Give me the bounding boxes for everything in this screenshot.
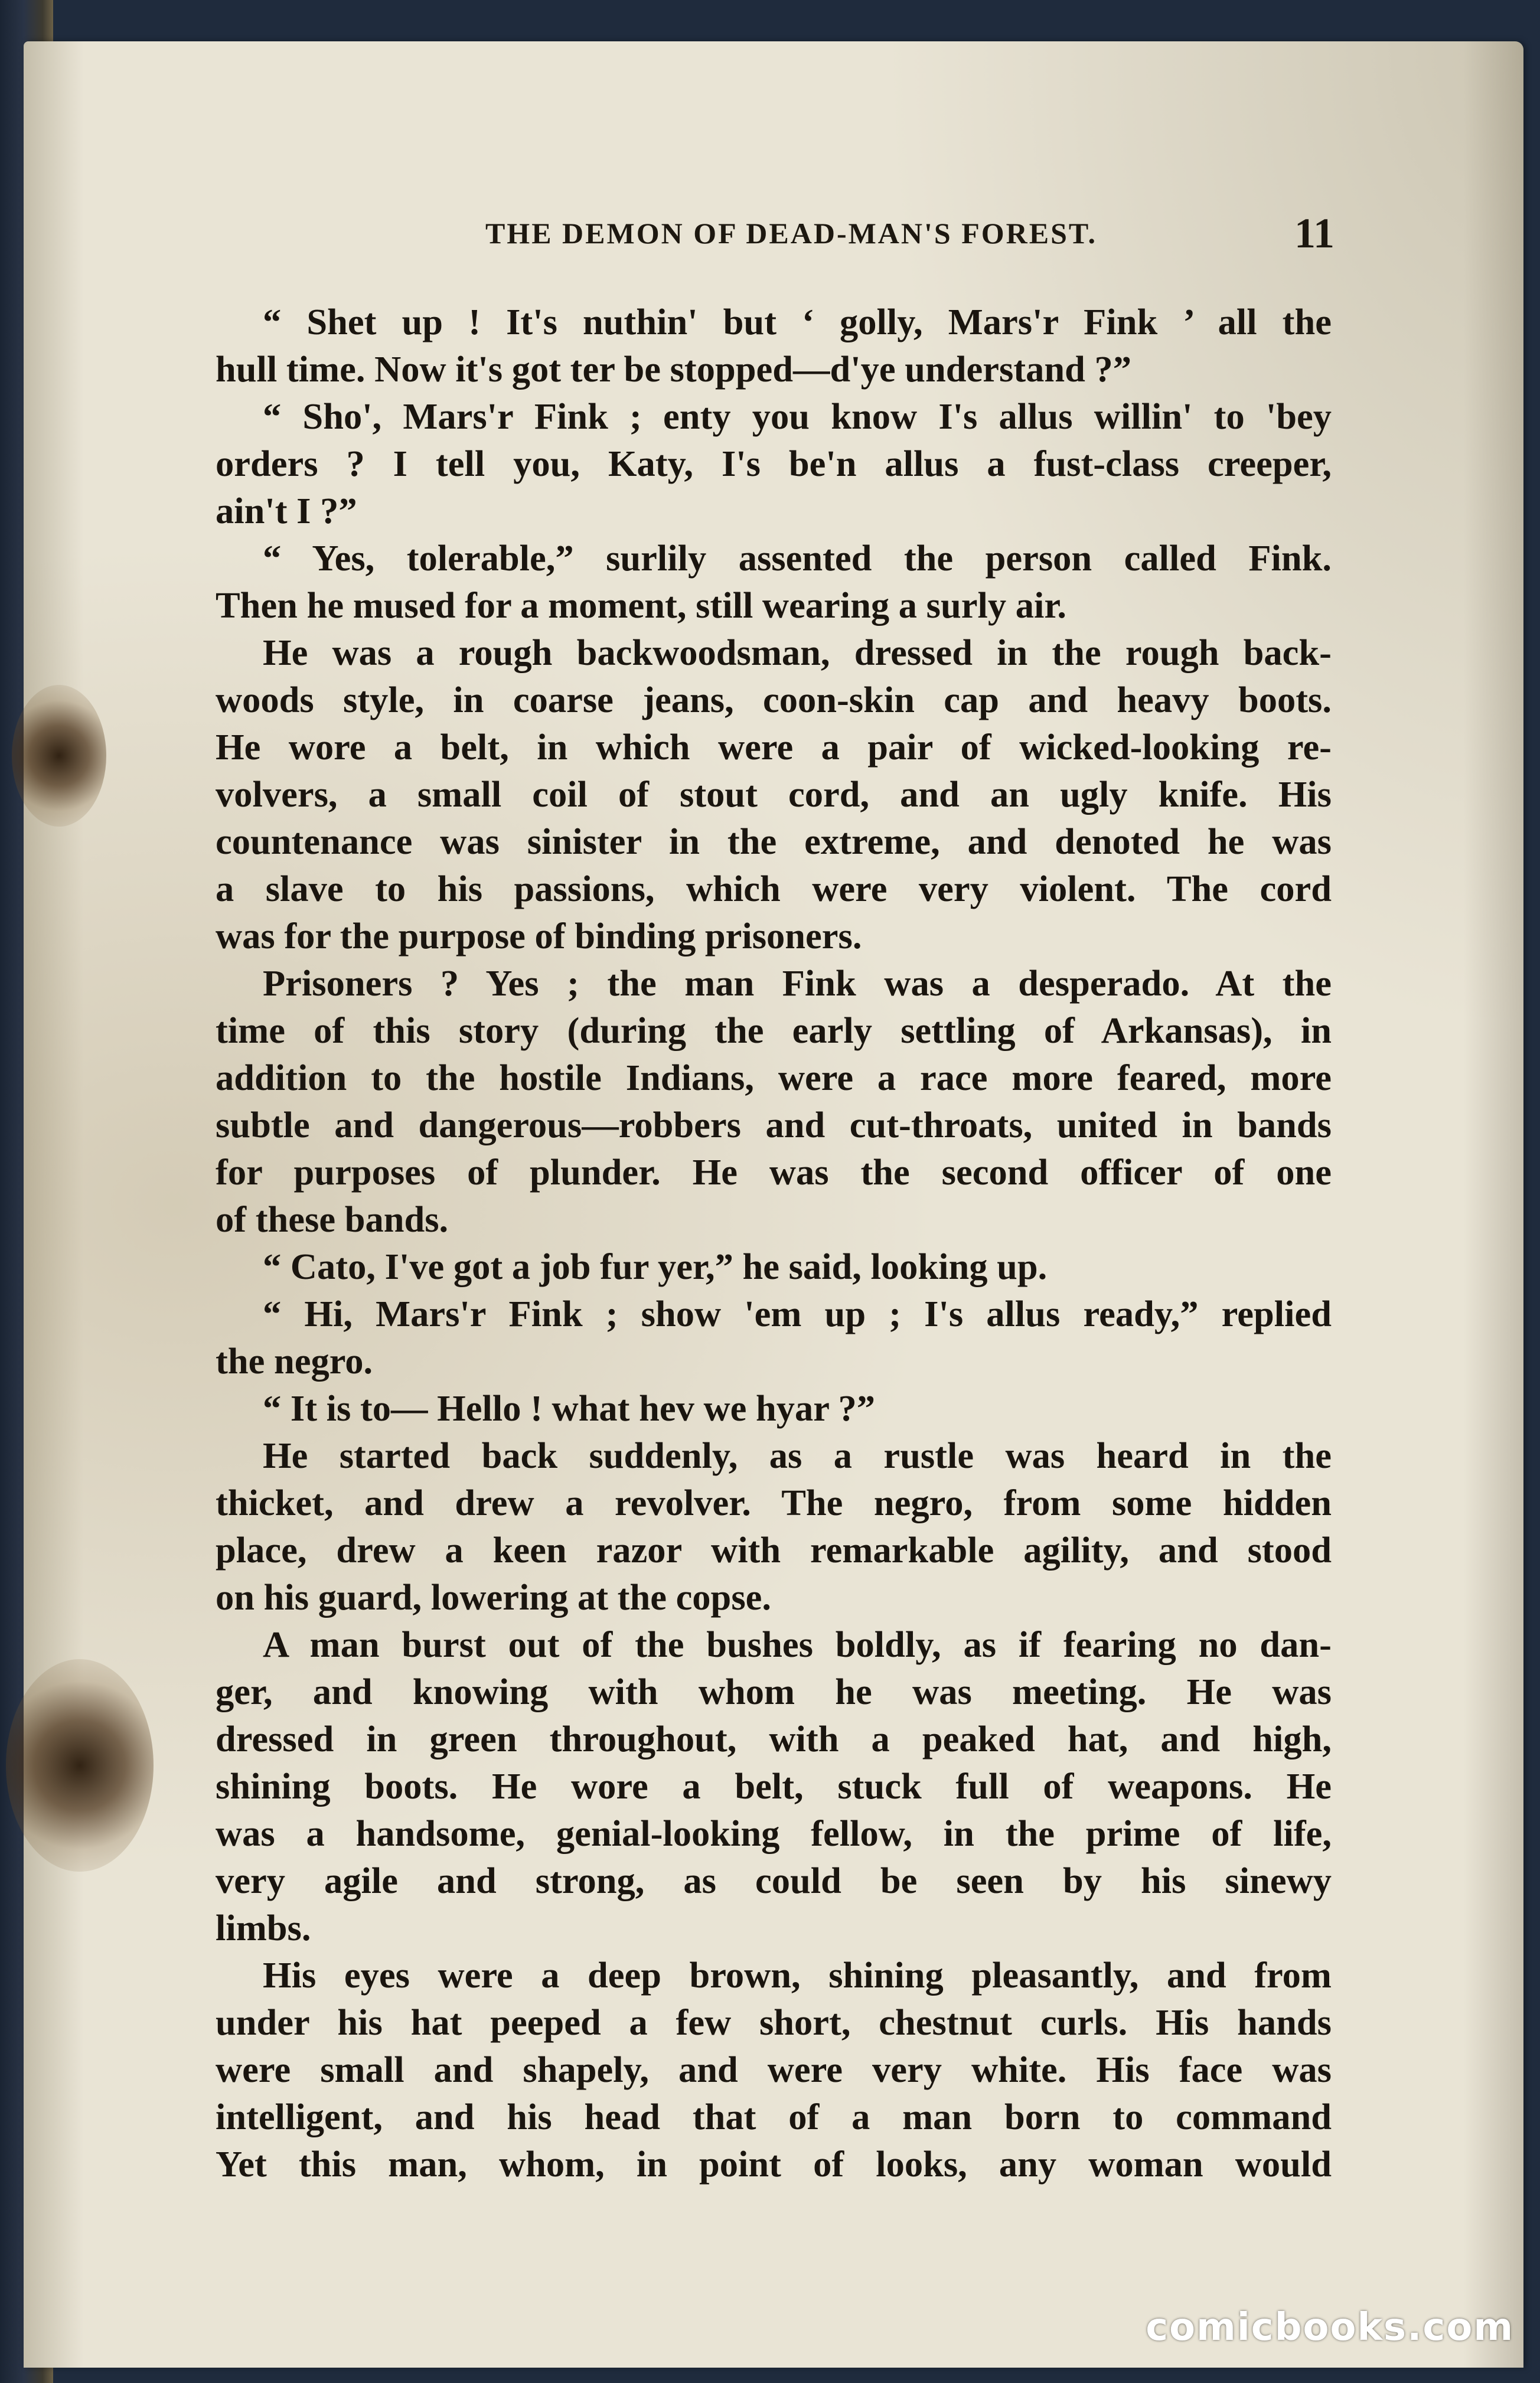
text-line: hull time. Now it's got ter be stopped—d'ye understand ?” [216,348,1132,390]
text-line: woods style, in coarse jeans, coon-skin cap and heavy boots. [216,679,1332,720]
text-line: were small and shapely, and were very white. His face was [216,2049,1332,2090]
text-line: the negro. [216,1340,373,1382]
body-text [216,298,1332,2188]
text-line: under his hat peeped a few short, chestnut curls. His hands [216,2002,1332,2043]
text-line: “ Shet up ! It's nuthin' but ‘ golly, Mars'r Fink ’ all the [263,301,1332,342]
text-line: place, drew a keen razor with remarkable agility, and stood [216,1529,1332,1571]
text-line: ger, and knowing with whom he was meeting. He was [216,1671,1332,1712]
page-header [413,207,1335,260]
text-line: Prisoners ? Yes ; the man Fink was a desperado. At the [263,962,1332,1004]
binding-stain [6,1659,154,1872]
text-line: “ Cato, I've got a job fur yer,” he said, looking up. [263,1246,1048,1287]
text-line: He was a rough backwoodsman, dressed in the rough back- [263,632,1332,673]
text-line: ain't I ?” [216,490,357,531]
text-line: on his guard, lowering at the copse. [216,1576,772,1618]
text-line: dressed in green throughout, with a peaked hat, and high, [216,1718,1332,1759]
text-line: addition to the hostile Indians, were a race more feared, more [216,1057,1332,1098]
text-line: of these bands. [216,1199,449,1240]
text-line: “ Yes, tolerable,” surlily assented the person called Fink. [263,537,1332,579]
text-line: thicket, and drew a revolver. The negro, from some hidden [216,1482,1332,1523]
text-line: Yet this man, whom, in point of looks, any woman would [216,2143,1332,2185]
running-title: THE DEMON OF DEAD-MAN'S FOREST. [485,217,1098,250]
text-line: “ Hi, Mars'r Fink ; show 'em up ; I's allus ready,” replied [263,1293,1332,1334]
text-line: was a handsome, genial-looking fellow, in the prime of life, [216,1813,1332,1854]
text-line: “ It is to— Hello ! what hev we hyar ?” [263,1388,875,1429]
text-line: very agile and strong, as could be seen by his sinewy [216,1860,1332,1901]
binding-stain [12,685,106,827]
text-line: volvers, a small coil of stout cord, and an ugly knife. His [216,773,1332,815]
text-line: for purposes of plunder. He was the second officer of one [216,1151,1332,1193]
text-line: intelligent, and his head that of a man born to command [216,2096,1332,2137]
text-line: He wore a belt, in which were a pair of wicked-looking re- [216,726,1332,768]
text-line: orders ? I tell you, Katy, I's be'n allus a fust-class creeper, [216,443,1332,484]
text-line: time of this story (during the early settling of Arkansas), in [216,1010,1332,1051]
text-line: a slave to his passions, which were very violent. The cord [216,868,1332,909]
text-line: was for the purpose of binding prisoners. [216,915,862,957]
text-line: subtle and dangerous—robbers and cut-throats, united in bands [216,1104,1332,1145]
text-line: limbs. [216,1907,311,1948]
text-line: His eyes were a deep brown, shining pleasantly, and from [263,1954,1332,1996]
watermark: comicbooks.com [1146,2306,1514,2349]
text-line: countenance was sinister in the extreme, and denoted he was [216,821,1332,862]
text-line: Then he mused for a moment, still wearing a surly air. [216,585,1066,626]
page-number: 11 [1294,210,1335,257]
text-line: shining boots. He wore a belt, stuck full of weapons. He [216,1765,1332,1807]
text-line: “ Sho', Mars'r Fink ; enty you know I's allus willin' to 'bey [263,396,1332,437]
text-line: He started back suddenly, as a rustle was heard in the [263,1435,1332,1476]
text-line: A man burst out of the bushes boldly, as if fearing no dan- [263,1624,1332,1665]
